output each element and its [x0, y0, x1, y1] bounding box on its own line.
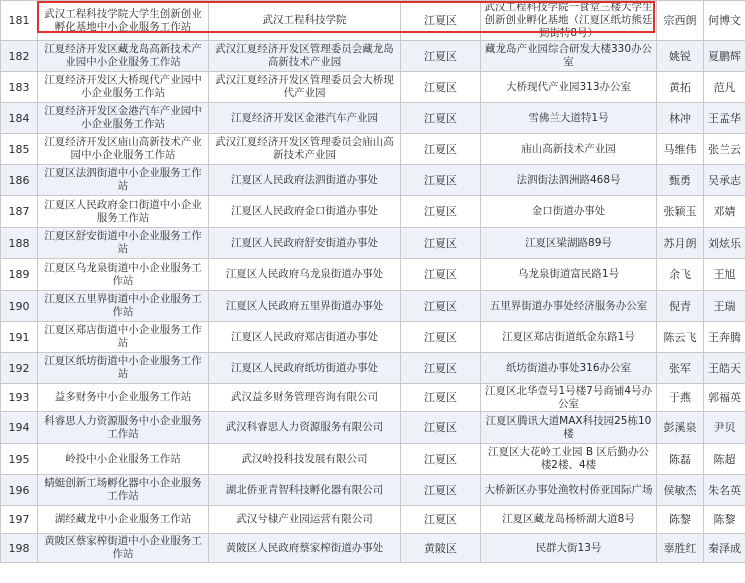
cell-station-name: 湖经藏龙中小企业服务工作站 [38, 506, 209, 534]
cell-contact-1: 辜胜红 [657, 534, 704, 563]
cell-number: 188 [1, 228, 38, 259]
cell-number: 185 [1, 134, 38, 165]
cell-address: 大桥现代产业园313办公室 [481, 72, 657, 103]
cell-contact-1: 姚锐 [657, 41, 704, 72]
cell-district: 江夏区 [401, 103, 481, 134]
cell-number: 193 [1, 384, 38, 412]
table-row [1, 506, 745, 534]
cell-number: 190 [1, 291, 38, 322]
cell-address: 武汉工程科技学院一食堂三楼大学生创新创业孵化基地（江夏区纸坊熊廷弼街特8号） [481, 1, 657, 41]
cell-district: 江夏区 [401, 412, 481, 444]
cell-contact-2: 秦泽成 [704, 534, 745, 563]
cell-district: 江夏区 [401, 506, 481, 534]
cell-address: 江夏区腾讯大道MAX科技园25栋10楼 [481, 412, 657, 444]
cell-station-name: 蜻蜓创新工场孵化器中小企业服务工作站 [38, 475, 209, 506]
table-row [1, 475, 745, 506]
cell-station-name: 江夏经济开发区藏龙岛高新技术产业园中小企业服务工作站 [38, 41, 209, 72]
cell-contact-2: 吴承志 [704, 165, 745, 196]
cell-station-name: 江夏经济开发区金港汽车产业园中小企业服务工作站 [38, 103, 209, 134]
table-row [1, 412, 745, 444]
table-row [1, 1, 745, 41]
cell-district: 江夏区 [401, 322, 481, 353]
cell-number: 192 [1, 353, 38, 384]
table-row [1, 103, 745, 134]
cell-address: 庙山高新技术产业园 [481, 134, 657, 165]
cell-address: 江夏区大花岭工业园 B 区后勤办公楼2楼、4楼 [481, 444, 657, 475]
cell-contact-2: 王旭 [704, 259, 745, 291]
cell-organization: 江夏区人民政府郑店街道办事处 [209, 322, 401, 353]
cell-contact-1: 张军 [657, 353, 704, 384]
cell-number: 195 [1, 444, 38, 475]
cell-district: 江夏区 [401, 228, 481, 259]
cell-district: 江夏区 [401, 165, 481, 196]
cell-number: 182 [1, 41, 38, 72]
table-row [1, 165, 745, 196]
cell-organization: 江夏区人民政府乌龙泉街道办事处 [209, 259, 401, 291]
cell-address: 江夏区郑店街道纸金东路1号 [481, 322, 657, 353]
cell-number: 196 [1, 475, 38, 506]
cell-contact-2: 尹贝 [704, 412, 745, 444]
cell-station-name: 江夏区舒安街道中小企业服务工作站 [38, 228, 209, 259]
table-row [1, 534, 745, 563]
cell-address: 五里界街道办事处经济服务办公室 [481, 291, 657, 322]
cell-district: 江夏区 [401, 41, 481, 72]
cell-contact-2: 范凡 [704, 72, 745, 103]
cell-number: 197 [1, 506, 38, 534]
table-row [1, 259, 745, 291]
cell-station-name: 科睿思人力资源服务中小企业服务工作站 [38, 412, 209, 444]
table-row [1, 384, 745, 412]
cell-contact-2: 陈超 [704, 444, 745, 475]
cell-district: 江夏区 [401, 291, 481, 322]
cell-organization: 江夏区人民政府五里界街道办事处 [209, 291, 401, 322]
cell-address: 雪佛兰大道特1号 [481, 103, 657, 134]
cell-contact-1: 张颖玉 [657, 196, 704, 228]
cell-contact-1: 马维伟 [657, 134, 704, 165]
cell-address: 江夏区藏龙岛杨桥湖大道8号 [481, 506, 657, 534]
cell-organization: 江夏区人民政府法泗街道办事处 [209, 165, 401, 196]
cell-station-name: 江夏区纸坊街道中小企业服务工作站 [38, 353, 209, 384]
cell-number: 189 [1, 259, 38, 291]
cell-organization: 黄陂区人民政府蔡家榨街道办事处 [209, 534, 401, 563]
table-row [1, 196, 745, 228]
cell-number: 181 [1, 1, 38, 41]
cell-contact-2: 陈黎 [704, 506, 745, 534]
cell-station-name: 江夏区郑店街道中小企业服务工作站 [38, 322, 209, 353]
cell-address: 金口街道办事处 [481, 196, 657, 228]
cell-organization: 湖北侨亚青智科技孵化器有限公司 [209, 475, 401, 506]
cell-contact-2: 邓婧 [704, 196, 745, 228]
cell-district: 江夏区 [401, 72, 481, 103]
cell-district: 江夏区 [401, 134, 481, 165]
cell-station-name: 江夏区人民政府金口街道中小企业服务工作站 [38, 196, 209, 228]
cell-organization: 江夏区人民政府舒安街道办事处 [209, 228, 401, 259]
cell-district: 江夏区 [401, 353, 481, 384]
cell-district: 江夏区 [401, 196, 481, 228]
cell-district: 江夏区 [401, 475, 481, 506]
cell-contact-1: 彭溪泉 [657, 412, 704, 444]
cell-organization: 武汉科睿思人力资源服务有限公司 [209, 412, 401, 444]
cell-organization: 江夏区人民政府纸坊街道办事处 [209, 353, 401, 384]
cell-contact-2: 王奔腾 [704, 322, 745, 353]
cell-number: 198 [1, 534, 38, 563]
cell-organization: 江夏区人民政府金口街道办事处 [209, 196, 401, 228]
cell-contact-2: 王瑞 [704, 291, 745, 322]
cell-address: 乌龙泉街道富民路1号 [481, 259, 657, 291]
cell-district: 江夏区 [401, 444, 481, 475]
cell-station-name: 江夏区五里界街道中小企业服务工作站 [38, 291, 209, 322]
cell-address: 藏龙岛产业园综合研发大楼330办公室 [481, 41, 657, 72]
cell-number: 184 [1, 103, 38, 134]
cell-district: 江夏区 [401, 384, 481, 412]
table-row [1, 353, 745, 384]
cell-contact-2: 王孟华 [704, 103, 745, 134]
cell-district: 黄陂区 [401, 534, 481, 563]
cell-contact-1: 余飞 [657, 259, 704, 291]
cell-station-name: 武汉工程科技学院大学生创新创业孵化基地中小企业服务工作站 [38, 1, 209, 41]
cell-organization: 武汉兮棣产业园运营有限公司 [209, 506, 401, 534]
cell-district: 江夏区 [401, 1, 481, 41]
cell-contact-2: 王皓天 [704, 353, 745, 384]
cell-number: 183 [1, 72, 38, 103]
cell-number: 191 [1, 322, 38, 353]
cell-contact-2: 张兰云 [704, 134, 745, 165]
cell-contact-1: 甄勇 [657, 165, 704, 196]
cell-organization: 武汉江夏经济开发区管理委员会藏龙岛高新技术产业园 [209, 41, 401, 72]
cell-contact-1: 黄拓 [657, 72, 704, 103]
cell-organization: 江夏经济开发区金港汽车产业园 [209, 103, 401, 134]
cell-organization: 武汉江夏经济开发区管理委员会大桥现代产业园 [209, 72, 401, 103]
cell-address: 民群大街13号 [481, 534, 657, 563]
cell-number: 187 [1, 196, 38, 228]
table-row [1, 228, 745, 259]
cell-organization: 武汉益多财务管理咨询有限公司 [209, 384, 401, 412]
cell-contact-1: 宗西朗 [657, 1, 704, 41]
cell-organization: 武汉工程科技学院 [209, 1, 401, 41]
cell-contact-1: 苏月朗 [657, 228, 704, 259]
table-row [1, 291, 745, 322]
cell-contact-1: 于燕 [657, 384, 704, 412]
cell-contact-1: 倪青 [657, 291, 704, 322]
cell-address: 江夏区北华壹号1号楼7号商铺4号办公室 [481, 384, 657, 412]
cell-contact-2: 刘炫乐 [704, 228, 745, 259]
cell-organization: 武汉江夏经济开发区管理委员会庙山高新技术产业园 [209, 134, 401, 165]
cell-station-name: 岭投中小企业服务工作站 [38, 444, 209, 475]
cell-address: 江夏区梁湖路89号 [481, 228, 657, 259]
cell-organization: 武汉岭投科技发展有限公司 [209, 444, 401, 475]
cell-number: 194 [1, 412, 38, 444]
cell-station-name: 江夏区乌龙泉街道中小企业服务工作站 [38, 259, 209, 291]
cell-station-name: 益多财务中小企业服务工作站 [38, 384, 209, 412]
cell-station-name: 江夏经济开发区庙山高新技术产业园中小企业服务工作站 [38, 134, 209, 165]
cell-contact-1: 林冲 [657, 103, 704, 134]
cell-contact-2: 何博文 [704, 1, 745, 41]
cell-contact-2: 夏鹏辉 [704, 41, 745, 72]
cell-contact-2: 朱名英 [704, 475, 745, 506]
cell-station-name: 江夏经济开发区大桥现代产业园中小企业服务工作站 [38, 72, 209, 103]
cell-address: 法泗街法泗洲路468号 [481, 165, 657, 196]
table-row [1, 41, 745, 72]
table-row [1, 72, 745, 103]
cell-address: 纸坊街道办事处316办公室 [481, 353, 657, 384]
cell-contact-2: 郭福英 [704, 384, 745, 412]
cell-number: 186 [1, 165, 38, 196]
cell-station-name: 江夏区法泗街道中小企业服务工作站 [38, 165, 209, 196]
cell-contact-1: 侯敏杰 [657, 475, 704, 506]
cell-contact-1: 陈磊 [657, 444, 704, 475]
cell-contact-1: 陈黎 [657, 506, 704, 534]
cell-address: 大桥新区办事处渔牧村侨亚国际广场 [481, 475, 657, 506]
cell-station-name: 黄陂区蔡家榨街道中小企业服务工作站 [38, 534, 209, 563]
cell-district: 江夏区 [401, 259, 481, 291]
table-row [1, 322, 745, 353]
table-row [1, 444, 745, 475]
cell-contact-1: 陈云飞 [657, 322, 704, 353]
table-row [1, 134, 745, 165]
